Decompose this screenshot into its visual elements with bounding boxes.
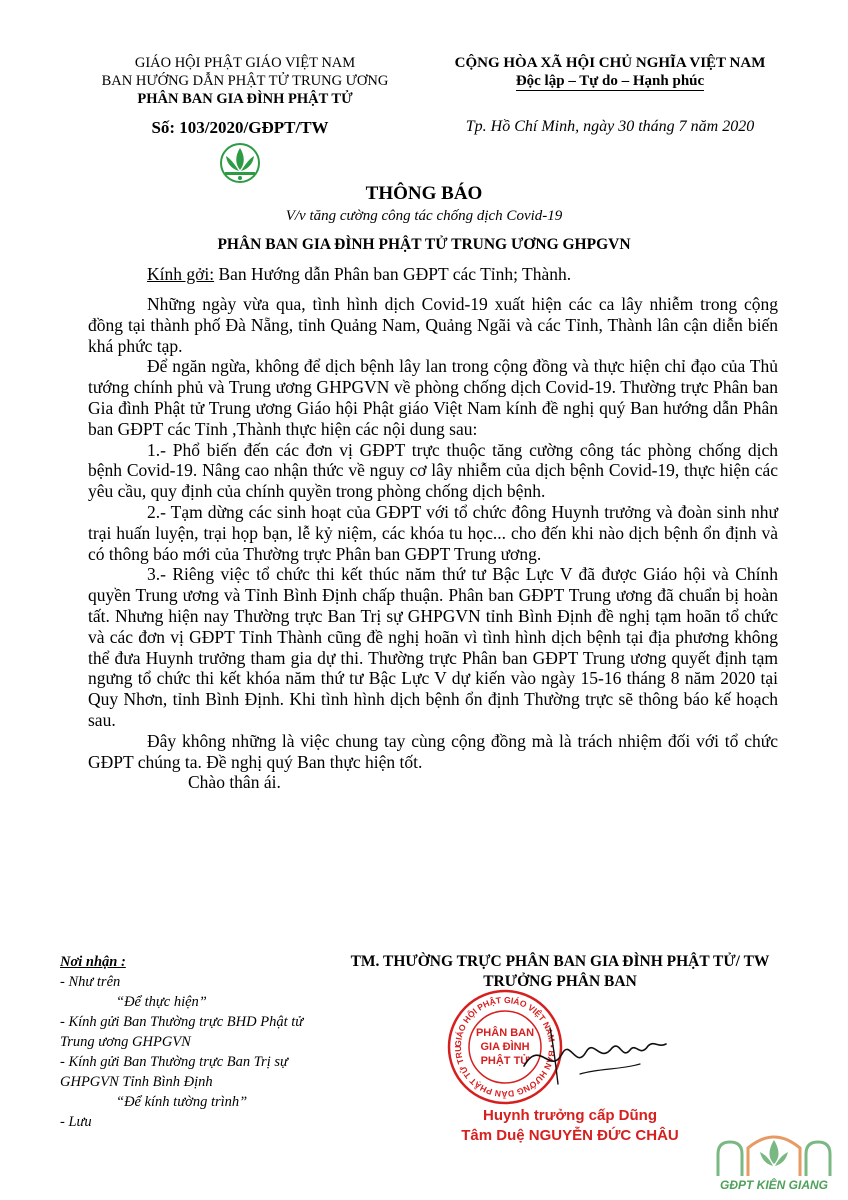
paragraph-1: Những ngày vừa qua, tình hình dịch Covid-19 xuất hiện các ca lây nhiễm trong cộng đồng tại thành phố Đà Nẵng, tỉnh Quảng Nam, Quảng Ngãi và các Tỉnh, Thành lân cận diễn biến khá phức tạp.	[88, 294, 778, 356]
receiver-item: - Kính gửi Ban Thường trực Ban Trị sự GHPGVN Tỉnh Bình Định	[60, 1054, 288, 1090]
paragraph-3: 1.- Phổ biến đến các đơn vị GĐPT trực thuộc tăng cường công tác phòng chống dịch bệnh Covid-19. Nâng cao nhận thức về nguy cơ lây nhiễm của dịch bệnh Covid-19, thực hiện các yêu cầu, quy định của chính quyền trong phòng chống dịch bệnh.	[88, 439, 778, 502]
header-left-org	[60, 54, 430, 108]
city-date: Tp. Hồ Chí Minh, ngày 30 tháng 7 năm 2020	[465, 118, 755, 135]
org-line-2: BAN HƯỚNG DẪN PHẬT TỬ TRUNG ƯƠNG	[101, 73, 389, 89]
receivers-block	[60, 952, 320, 1132]
org-line-1: GIÁO HỘI PHẬT GIÁO VIỆT NAM	[134, 55, 356, 71]
stamp-center-line-1: PHÂN BAN	[475, 1027, 535, 1039]
paragraph-6: Đây không những là việc chung tay cùng cộng đồng mà là trách nhiệm đối với tổ chức GĐPT chúng ta. Đề nghị quý Ban thực hiện tốt.	[88, 730, 778, 772]
body-text	[88, 294, 778, 793]
lotus-logo-icon	[215, 142, 265, 189]
org-line-3: PHÂN BAN GIA ĐÌNH PHẬT TỬ	[137, 91, 353, 107]
issuer-line: PHÂN BAN GIA ĐÌNH PHẬT TỬ TRUNG ƯƠNG GHPGVN	[217, 236, 631, 253]
receiver-item: - Lưu	[60, 1114, 92, 1130]
signature-title-line-2: TRƯỞNG PHÂN BAN	[483, 973, 637, 990]
header-right-nation	[420, 54, 800, 91]
paragraph-5: 3.- Riêng việc tổ chức thi kết thúc năm thứ tư Bậc Lực V đã được Giáo hội và Chính quyền Trung ương và Tỉnh Bình Định chấp thuận. Phân ban GĐPT Trung ương đã chuẩn bị hoàn tất. Nhưng hiện nay Thường trực Ban Trị sự GHPGVN tỉnh Bình Định đề nghị tạm hoãn tổ chức và các đơn vị GĐPT Tỉnh Thành cũng đề nghị hoãn vì tình hình dịch bệnh tại địa phương không thể đưa Huynh trưởng tham gia dự thi. Thường trực Phân ban GĐPT Trung ương quyết định tạm ngưng tổ chức thi kết khóa năm thứ tư Bậc Lực V dự kiến vào ngày 15-16 tháng 8 năm 2020 tại Quy Nhơn, tỉnh Bình Định. Khi tình hình dịch bệnh ổn định Thường trực sẽ thông báo kế hoạch sau.	[88, 564, 778, 730]
recipient-text: Ban Hướng dẫn Phân ban GĐPT các Tỉnh; Thành.	[214, 264, 572, 284]
paragraph-2: Để ngăn ngừa, không để dịch bệnh lây lan trong cộng đồng và thực hiện chỉ đạo của Thủ tướng chính phủ và Trung ương GHPGVN về phòng chống dịch Covid-19. Thường trực Phân ban Gia đình Phật tử Trung ương Giáo hội Phật giáo Việt Nam kính đề nghị quý Ban hướng dẫn Phân ban GĐPT các Tỉnh ,Thành thực hiện các nội dung sau:	[88, 356, 778, 439]
signature-title	[322, 952, 798, 992]
document-subject: V/v tăng cường công tác chống dịch Covid-19	[285, 208, 563, 224]
stamp-center-line-2: GIA ĐÌNH	[480, 1041, 530, 1053]
recipient-line	[147, 264, 571, 285]
paragraph-closing: Chào thân ái.	[188, 772, 281, 793]
paragraph-4: 2.- Tạm dừng các sinh hoạt của GĐPT với tổ chức đông Huynh trưởng và đoàn sinh như trại huấn luyện, trại họp bạn, lễ kỷ niệm, các khóa tu học... cho đến khi nào dịch bệnh ổn định và có thông báo mới của Thường trực Phân ban GĐPT Trung ương.	[88, 501, 778, 564]
document-number: Số: 103/2020/GĐPT/TW	[151, 118, 329, 137]
watermark-temple-icon	[708, 1128, 840, 1183]
watermark-text: GĐPT KIÊN GIANG	[719, 1178, 828, 1192]
stamp-center-line-3: PHẬT TỬ	[480, 1055, 530, 1067]
receivers-title: Nơi nhận :	[60, 954, 126, 970]
document-title: THÔNG BÁO	[365, 183, 483, 204]
stamp-ring-text: GIÁO HỘI PHẬT GIÁO VIỆT NAM • BAN HƯỚNG DẪN PHẬT TỬ TRU	[452, 994, 558, 1100]
nation-title: CỘNG HÒA XÃ HỘI CHỦ NGHĨA VIỆT NAM	[454, 55, 766, 71]
receiver-item: “Để thực hiện”	[116, 994, 207, 1010]
signer-name: Tâm Duệ NGUYỄN ĐỨC CHÂU	[461, 1127, 679, 1144]
receiver-item: - Kính gửi Ban Thường trực BHD Phật tử Trung ương GHPGVN	[60, 1014, 304, 1050]
recipient-label: Kính gởi:	[147, 264, 215, 284]
signature-title-line-1: TM. THƯỜNG TRỰC PHÂN BAN GIA ĐÌNH PHẬT TỬ/ TW	[350, 953, 770, 970]
receiver-item: “Để kính tường trình”	[116, 1094, 248, 1110]
signature-scribble-icon	[520, 1018, 670, 1093]
signer-block	[420, 1106, 720, 1146]
signer-rank: Huynh trưởng cấp Dũng	[482, 1107, 658, 1124]
receiver-item: - Như trên	[60, 974, 121, 990]
nation-motto: Độc lập – Tự do – Hạnh phúc	[515, 73, 705, 89]
